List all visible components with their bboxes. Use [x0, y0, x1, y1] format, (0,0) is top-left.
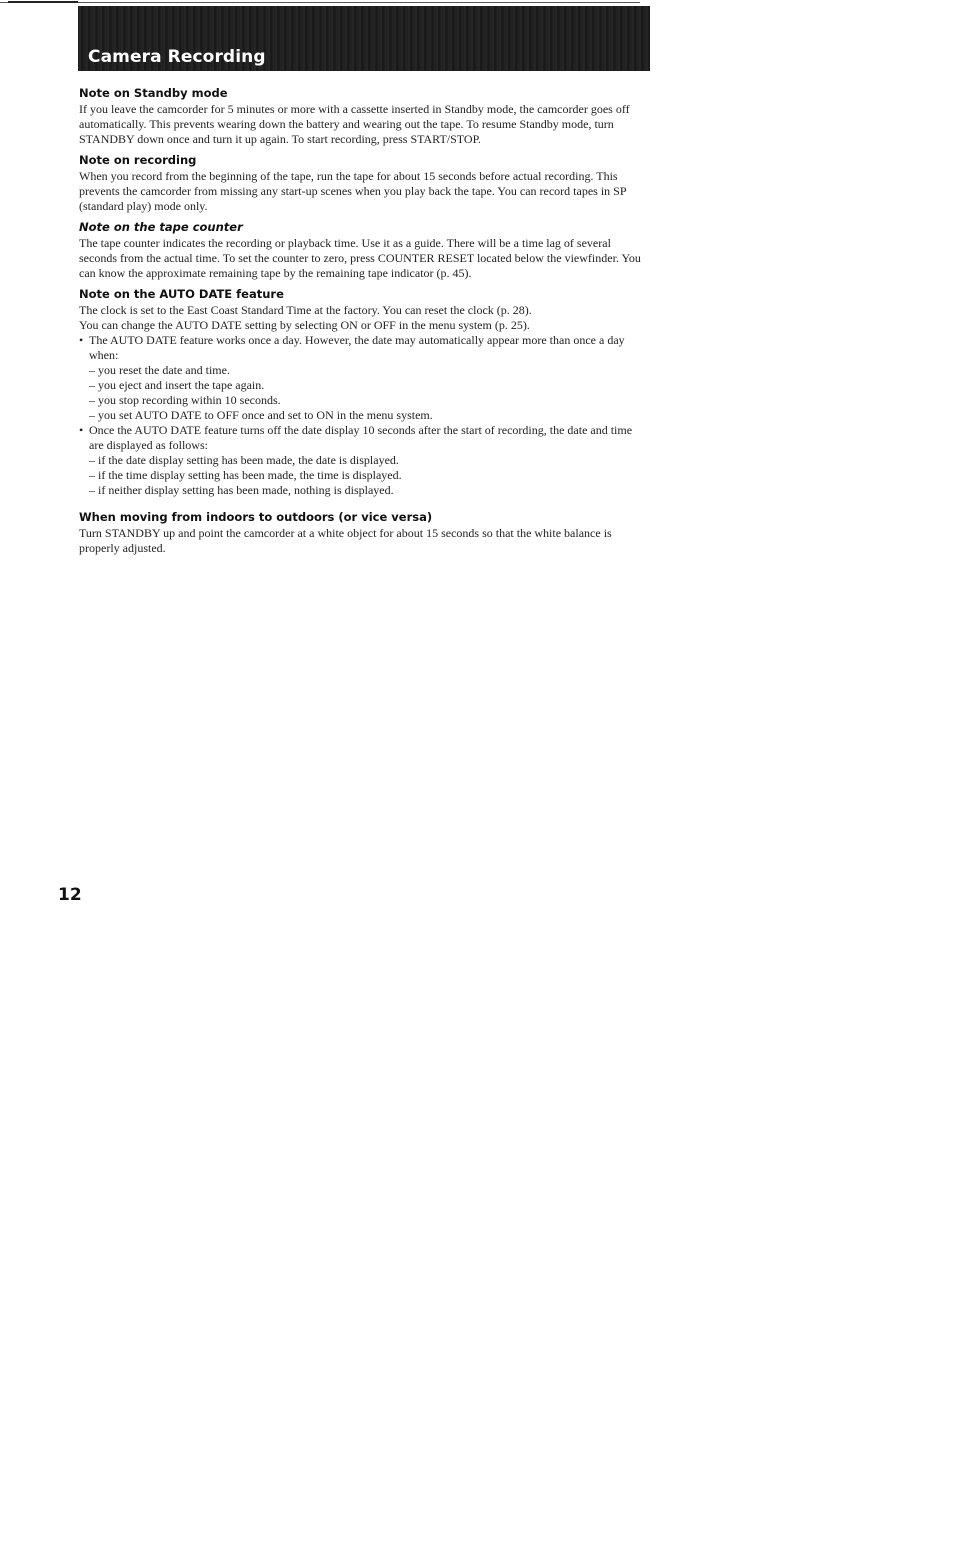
paragraph: Turn STANDBY up and point the camcorder at a white object for about 15 seconds so that the white balance is properly adjusted. [79, 526, 612, 555]
section-recording [79, 153, 647, 214]
list-item: – if the time display setting has been made, the time is displayed. [89, 468, 402, 482]
bullet-dot: • [79, 333, 84, 347]
main-content [79, 86, 647, 562]
list-item: – you eject and insert the tape again. [89, 378, 265, 392]
top-rule [0, 2, 640, 3]
bullet-item [79, 423, 647, 453]
bullet-item [79, 333, 647, 363]
section-standby-mode [79, 86, 647, 147]
section-heading: Note on the AUTO DATE feature [79, 287, 284, 301]
list-item: – if the date display setting has been made, the date is displayed. [89, 453, 399, 467]
section-heading: Note on the tape counter [79, 220, 243, 234]
bullet-dot: • [79, 423, 84, 437]
paragraph: You can change the AUTO DATE setting by selecting ON or OFF in the menu system (p. 25). [79, 318, 530, 332]
bullet-text: The AUTO DATE feature works once a day. However, the date may automatically appear more than once a day when: [89, 333, 625, 362]
section-auto-date [79, 287, 647, 498]
paragraph: When you record from the beginning of the tape, run the tape for about 15 seconds before actual recording. This prevents the camcorder from missing any start-up scenes when you play back the tape. You can record tapes in SP (standard play) mode only. [79, 169, 627, 213]
list-item: – you set AUTO DATE to OFF once and set to ON in the menu system. [89, 408, 433, 422]
top-rule-accent [8, 1, 78, 3]
section-heading: Note on Standby mode [79, 86, 228, 100]
section-heading: When moving from indoors to outdoors (or vice versa) [79, 510, 433, 524]
list-item: – you stop recording within 10 seconds. [89, 393, 281, 407]
list-item: – you reset the date and time. [89, 363, 230, 377]
paragraph: The tape counter indicates the recording or playback time. Use it as a guide. There will be a time lag of several seconds from the actual time. To set the counter to zero, press COUNTER RESET located below the viewfinder. You can know the approximate remaining tape by the remaining tape indicator (p. 45). [79, 236, 641, 280]
section-tape-counter [79, 220, 647, 281]
paragraph: The clock is set to the East Coast Standard Time at the factory. You can reset the clock (p. 28). [79, 303, 532, 317]
section-indoors-outdoors [79, 510, 647, 556]
page-number: 12 [58, 885, 82, 905]
section-header-band [78, 6, 650, 71]
section-heading: Note on recording [79, 153, 197, 167]
paragraph: If you leave the camcorder for 5 minutes or more with a cassette inserted in Standby mode, the camcorder goes off automatically. This prevents wearing down the battery and wearing out the tape. To resume Standby mode, turn STANDBY down once and turn it up again. To start recording, press START/STOP. [79, 102, 630, 146]
page-title: Camera Recording [88, 47, 266, 67]
bullet-text: Once the AUTO DATE feature turns off the date display 10 seconds after the start of recording, the date and time are displayed as follows: [89, 423, 633, 452]
list-item: – if neither display setting has been made, nothing is displayed. [89, 483, 394, 497]
